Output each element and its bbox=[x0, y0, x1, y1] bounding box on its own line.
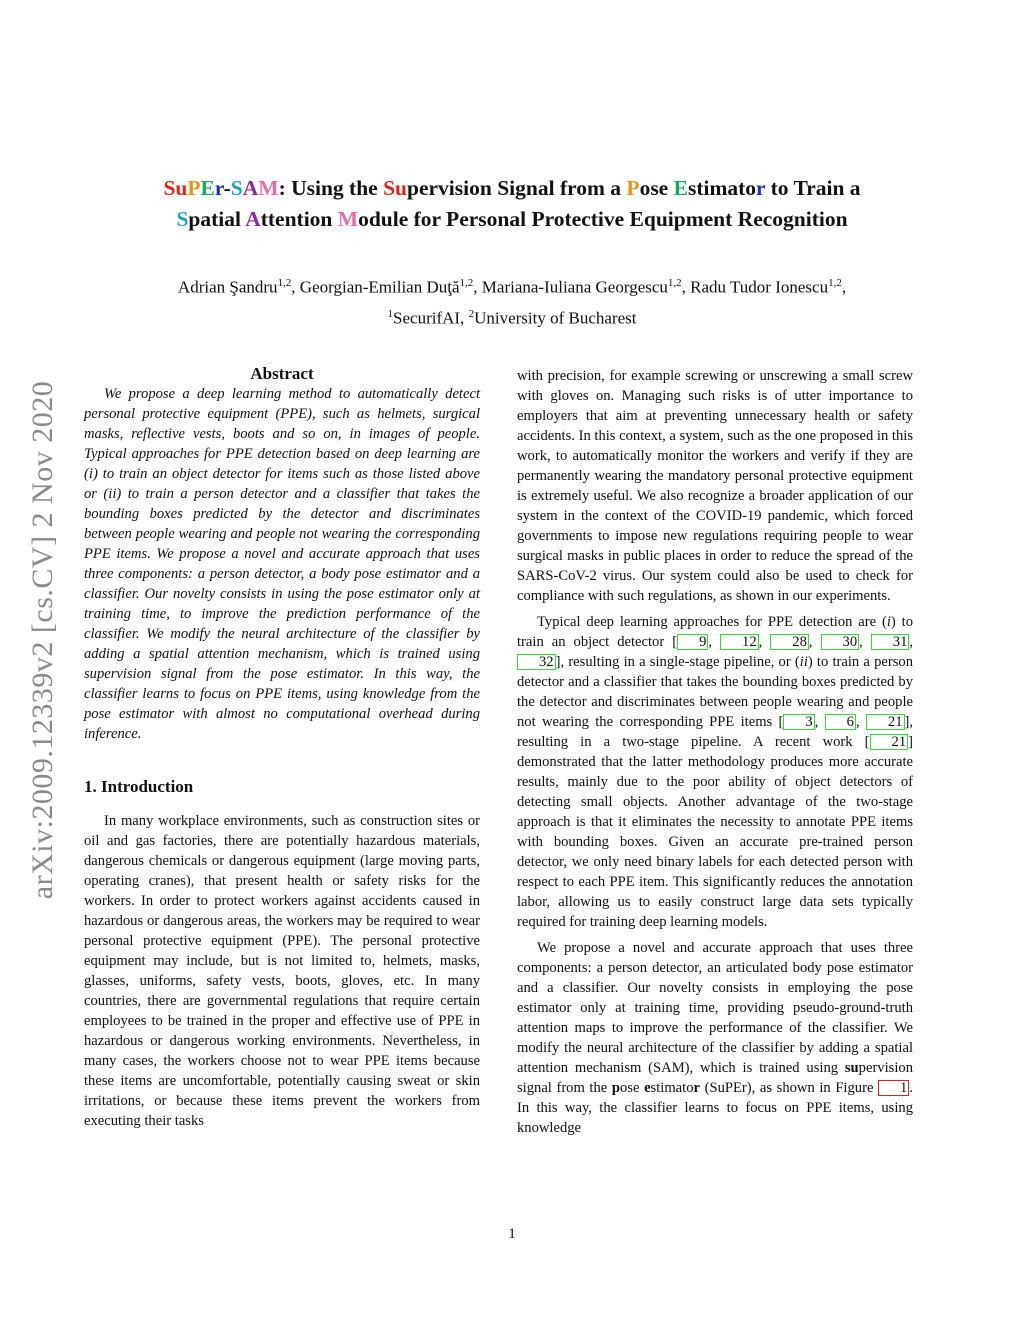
title-segment: S bbox=[230, 176, 243, 200]
intro-paragraph-1: In many workplace environments, such as construction sites or oil and gas factories, there are potentially hazardous materials, dangerous chemicals or dangerous equipment (large moving parts, operating cranes), that present health or safety risks for the workers. In order to protect workers against accidents caused in hazardous or dangerous areas, the workers may be required to wear personal protective equipment (PPE). The personal protective equipment may include, but is not limited to, helmets, masks, glasses, uniforms, safety vests, boots, gloves, etc. In many countries, there are governmental regulations that require certain employees to be trained in the proper and effective use of PPE in hazardous or dangerous working environments. Nevertheless, in many cases, the workers choose not to wear PPE items because these items are uncomfortable, potentially causing sweat or skin irritations, or because these items prevent the workers from executing their tasks bbox=[84, 813, 480, 1129]
math-symbol: ii bbox=[799, 654, 808, 670]
text-run: stimato bbox=[650, 1080, 694, 1096]
text-run: (SuPEr), as shown in Figure bbox=[700, 1080, 879, 1096]
affiliation-marker: 1,2 bbox=[277, 277, 292, 289]
affiliation-marker: 1,2 bbox=[828, 277, 842, 289]
text-run: We propose a novel and accurate approach that uses three components: a person detector, an articulated body pose estimator and a classifier. Our novelty consists in employing the pose estimator only at training time, providing pseudo-ground-truth attention maps to improve the performance of the classifier. We modify the neural architecture of the classifier by adding a spatial attention mechanism (SAM), which is trained using bbox=[517, 940, 913, 1076]
text-run: ) to train an object detector for items such as those listed above or ( bbox=[84, 466, 480, 502]
affiliation-marker: 1 bbox=[387, 307, 394, 320]
emphasis: su bbox=[844, 1060, 859, 1076]
emphasis: r bbox=[693, 1080, 701, 1096]
affiliation-name: University of Bucharest bbox=[474, 308, 637, 328]
abstract-body bbox=[84, 384, 480, 744]
title-segment: M bbox=[337, 207, 359, 231]
text-run: , bbox=[909, 634, 914, 650]
author-name: , Georgian-Emilian Duţă bbox=[291, 277, 460, 297]
text-run: , bbox=[814, 714, 825, 730]
affiliations bbox=[60, 301, 964, 332]
citation-link[interactable]: 21 bbox=[870, 734, 909, 750]
title-line-1 bbox=[90, 173, 934, 204]
title-segment: M bbox=[258, 176, 279, 200]
text-run: We propose a deep learning method to automatically detect personal protective equipment (PPE), such as helmets, surgical masks, reflective vests, boots and so on, in images of people. Typical approaches for PPE detection based on deep learning are ( bbox=[84, 386, 480, 482]
title-segment: Su bbox=[163, 176, 188, 200]
citation-link[interactable]: 30 bbox=[821, 634, 860, 650]
author-name: Adrian Şandru bbox=[177, 277, 278, 297]
title-segment: E bbox=[673, 176, 688, 200]
title-segment: S bbox=[176, 207, 189, 231]
text-run: . In this way, the classifier learns to focus on PPE items, using knowledge bbox=[517, 1080, 913, 1136]
intro-paragraph-3 bbox=[517, 938, 913, 1138]
text-run: ] demonstrated that the latter methodology produces more accurate results, mainly due to the poor ability of object detectors of detecting small objects. Another advantage of the two-stage approach is that it eliminates the necessity to annotate PPE items with bounding boxes. Given an accurate pre-trained person detector, we only need binary labels for each detected person with respect to each PPE item. This significantly reduces the annotation labor, allowing us to easily construct large data sets typically required for training deep learning models. bbox=[517, 734, 913, 930]
figure-reference-link[interactable]: 1 bbox=[878, 1080, 909, 1096]
text-run: ose bbox=[620, 1080, 645, 1096]
title-segment: - bbox=[223, 176, 231, 200]
text-run: ], resulting in a two-stage pipeline. A recent work [ bbox=[517, 714, 914, 750]
text-run: ) to train a person detector and a classifier that takes the bounding boxes predicted by the detector and discriminates between people wearing and people not wearing the corresponding PPE items [ bbox=[517, 654, 914, 730]
text-run: , bbox=[855, 714, 866, 730]
text-run: , bbox=[859, 634, 871, 650]
title-segment: E bbox=[200, 176, 215, 200]
text-run: ], resulting in a single-stage pipeline, or ( bbox=[555, 654, 800, 670]
title-segment: P bbox=[626, 176, 640, 200]
text-run: pervision signal from the bbox=[517, 1060, 913, 1096]
author-list bbox=[60, 270, 964, 301]
author-name: , Mariana-Iuliana Georgescu bbox=[473, 277, 668, 297]
title-segment: patial bbox=[188, 207, 246, 231]
citation-link[interactable]: 21 bbox=[866, 714, 905, 730]
text-run: , bbox=[808, 634, 821, 650]
citation-link[interactable]: 31 bbox=[871, 634, 910, 650]
title-segment: ttention bbox=[260, 207, 338, 231]
affiliation-marker: 2 bbox=[468, 307, 475, 320]
title-segment: r bbox=[214, 176, 224, 200]
left-column bbox=[84, 362, 480, 1131]
right-column bbox=[517, 366, 913, 1138]
title-segment: r bbox=[756, 176, 766, 200]
affiliation-marker: 1,2 bbox=[667, 277, 682, 289]
author-block bbox=[60, 270, 964, 331]
affiliation-marker: 1,2 bbox=[459, 277, 474, 289]
emphasis: p bbox=[611, 1080, 620, 1096]
author-name: , Radu Tudor Ionescu bbox=[681, 277, 829, 297]
math-symbol: ii bbox=[108, 486, 117, 502]
text-run: Typical deep learning approaches for PPE detection are ( bbox=[537, 614, 887, 630]
title-segment: A bbox=[245, 207, 261, 231]
citation-link[interactable]: 6 bbox=[825, 714, 856, 730]
citation-link[interactable]: 32 bbox=[517, 654, 556, 670]
affiliation-name: SecurifAI, bbox=[393, 308, 469, 328]
title-segment: to Train a bbox=[765, 176, 861, 200]
title-segment: ose bbox=[639, 176, 674, 200]
abstract-heading: Abstract bbox=[250, 364, 314, 383]
title-segment: P bbox=[187, 176, 201, 200]
paper-title bbox=[90, 173, 934, 235]
text-run: , bbox=[758, 634, 771, 650]
text-run: ) to train a person detector and a classifier that takes the bounding boxes predicted by the detector and discriminates between people wearing and people not wearing the corresponding PPE items. We propose a novel and accurate approach that uses three components: a person detector, a body pose estimator and a classifier. Our novelty consists in using the pose estimator only at training time, to improve the prediction performance of the classifier. We modify the neural architecture of the classifier by adding a spatial attention mechanism, which is trained using supervision signal from the pose estimator. In this way, the classifier learns to focus on PPE items, using knowledge from the pose estimator with almost no computational overhead during inference. bbox=[84, 486, 480, 742]
title-segment: : Using the bbox=[278, 176, 384, 200]
citation-link[interactable]: 3 bbox=[783, 714, 814, 730]
title-segment: A bbox=[242, 176, 259, 200]
title-segment: odule for Personal Protective Equipment Recognition bbox=[358, 207, 848, 231]
math-symbol: i bbox=[88, 466, 93, 482]
section-heading-introduction: 1. Introduction bbox=[84, 777, 194, 796]
intro-paragraph-continued: with precision, for example screwing or unscrewing a small screw with gloves on. Managing such risks is of utter importance to employers that aim at preventing unnecessary health or safety accidents. In this context, a system, such as the one proposed in this work, to automatically monitor the workers and verify if they are permanently wearing the mandatory personal protective equipment is extremely useful. We also recognize a broader application of our system in the context of the COVID-19 pandemic, which forced governments to impose new regulations requiring people to wear surgical masks in public places in order to reduce the spread of the SARS-CoV-2 virus. Our system could also be used to check for compliance with such regulations, as shown in our experiments. bbox=[517, 368, 913, 604]
intro-paragraph-2 bbox=[517, 612, 913, 932]
title-segment: pervision Signal from a bbox=[407, 176, 627, 200]
title-line-2 bbox=[90, 204, 934, 235]
text-run: , bbox=[708, 634, 721, 650]
math-symbol: i bbox=[886, 614, 891, 630]
page-number: 1 bbox=[508, 1226, 516, 1242]
title-segment: Su bbox=[383, 176, 408, 200]
citation-link[interactable]: 12 bbox=[720, 634, 759, 650]
citation-link[interactable]: 28 bbox=[770, 634, 809, 650]
title-segment: stimato bbox=[687, 176, 757, 200]
citation-link[interactable]: 9 bbox=[677, 634, 708, 650]
author-name: , bbox=[841, 277, 847, 297]
text-run: ) to train an object detector [ bbox=[517, 614, 913, 650]
arxiv-stamp: arXiv:2009.12339v2 [cs.CV] 2 Nov 2020 bbox=[26, 380, 59, 900]
emphasis: e bbox=[644, 1080, 651, 1096]
